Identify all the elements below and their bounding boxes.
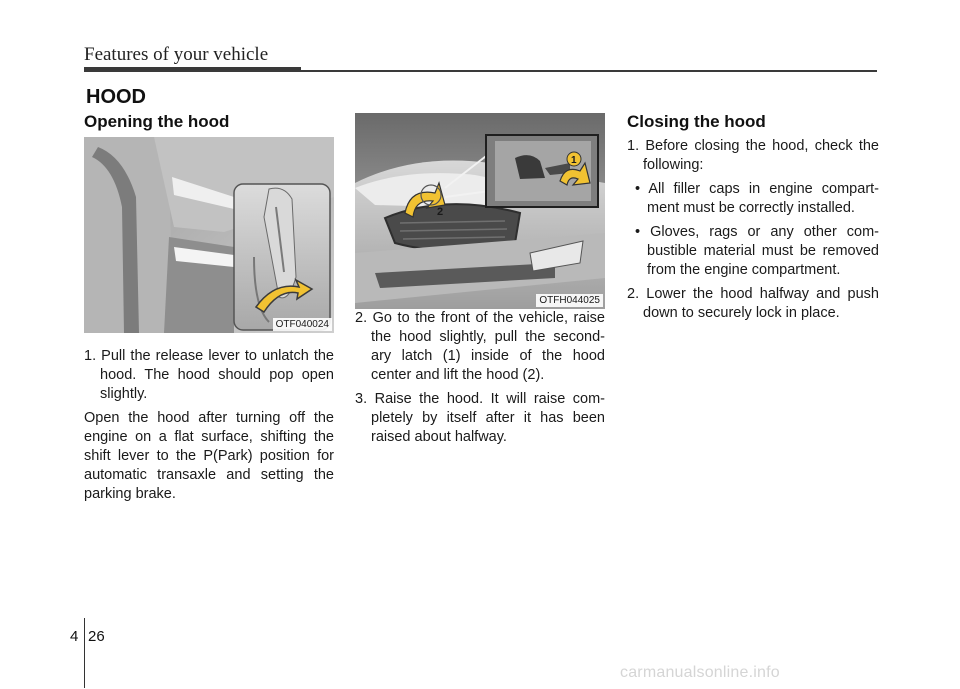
watermark: carmanualsonline.info [620,664,780,681]
page-number: 26 [88,628,105,645]
header-rule-thin [301,70,877,72]
figure-code-2: OTFH044025 [536,294,603,307]
left-column [84,110,334,504]
hood-latch-illustration [355,113,605,309]
callout-1: 1 [571,155,577,166]
closing-bullet-2: • Gloves, rags or any other com-bustible material must be removed from the engine compartment. [635,224,879,278]
hood-latch-figure [355,113,605,309]
opening-step-1: 1. Pull the release lever to unlatch the hood. The hood should pop open slightly. [84,348,334,402]
closing-step-2: 2. Lower the hood halfway and push down to securely lock in place. [627,286,879,321]
closing-bullet-1: • All filler caps in engine compart-ment must be correctly installed. [635,181,879,216]
release-lever-figure [84,137,334,333]
middle-column [355,113,605,452]
closing-heading: Closing the hood [627,112,766,131]
footer-rule [84,618,85,688]
opening-step-2: 2. Go to the front of the vehicle, raise the hood slightly, pull the second-ary latch (1) inside of the hood center and lift the hood (2). [355,310,605,383]
section-number: 4 [70,628,79,645]
closing-step-1: 1. Before closing the hood, check the following: [627,138,879,173]
opening-heading: Opening the hood [84,112,230,131]
page-header-title: Features of your vehicle [84,44,269,65]
right-column [627,110,879,328]
figure-code: OTF040024 [273,318,332,331]
opening-paragraph: Open the hood after turning off the engine on a flat surface, shifting the shift lever to the P(Park) position for automatic transaxle and setting the parking brake. [84,410,334,502]
callout-2: 2 [437,206,444,218]
opening-step-3: 3. Raise the hood. It will raise com-pletely by itself after it has been raised about halfway. [355,391,605,445]
header-rule-thick [84,67,301,72]
release-lever-illustration [84,137,334,333]
section-title: HOOD [86,86,146,108]
